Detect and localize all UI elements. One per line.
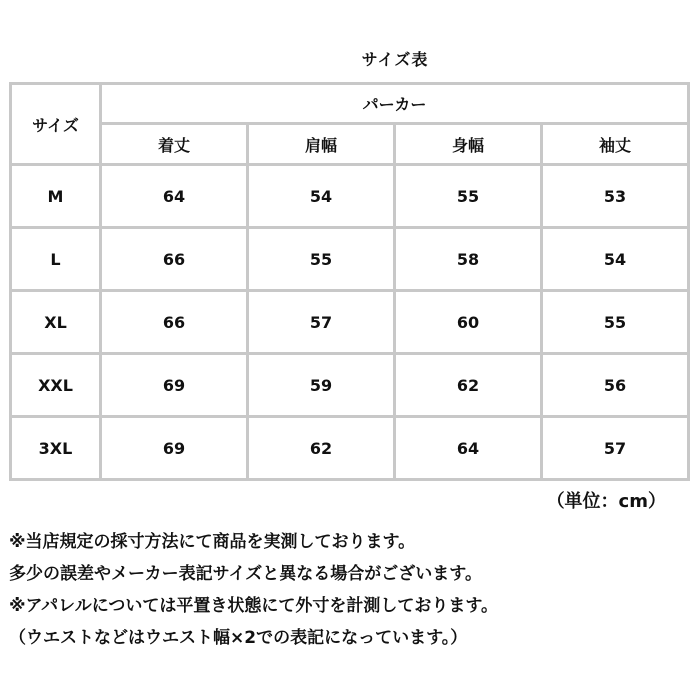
table-cell: 55	[543, 292, 690, 355]
product-group-header: パーカー	[102, 85, 690, 125]
size-corner-header: サイズ	[12, 85, 102, 166]
size-label: L	[12, 229, 102, 292]
size-label: XL	[12, 292, 102, 355]
table-cell: 58	[396, 229, 543, 292]
table-row	[12, 292, 690, 355]
size-label: 3XL	[12, 418, 102, 481]
size-label: XXL	[12, 355, 102, 418]
table-cell: 59	[249, 355, 396, 418]
table-cell: 64	[102, 166, 249, 229]
table-row	[12, 229, 690, 292]
table-cell: 64	[396, 418, 543, 481]
table-cell: 55	[396, 166, 543, 229]
column-header: 肩幅	[249, 125, 396, 166]
table-cell: 62	[249, 418, 396, 481]
page-title: サイズ表	[361, 50, 429, 69]
table-row	[12, 166, 690, 229]
table-cell: 57	[543, 418, 690, 481]
notes	[9, 526, 699, 654]
table-cell: 60	[396, 292, 543, 355]
size-table	[9, 82, 690, 481]
table-cell: 54	[249, 166, 396, 229]
column-header: 着丈	[102, 125, 249, 166]
table-cell: 69	[102, 355, 249, 418]
table-cell: 57	[249, 292, 396, 355]
table-cell: 55	[249, 229, 396, 292]
note-line: （ウエストなどはウエスト幅×2での表記になっています。）	[9, 628, 468, 648]
size-label: M	[12, 166, 102, 229]
table-header-row	[12, 85, 690, 125]
column-header: 袖丈	[543, 125, 690, 166]
note-line: ※当店規定の採寸方法にて商品を実測しております。	[9, 532, 416, 552]
unit-label: （単位：cm）	[546, 491, 666, 512]
table-cell: 66	[102, 229, 249, 292]
note-line: 多少の誤差やメーカー表記サイズと異なる場合がございます。	[9, 564, 482, 584]
table-cell: 56	[543, 355, 690, 418]
table-cell: 69	[102, 418, 249, 481]
table-cell: 54	[543, 229, 690, 292]
column-header: 身幅	[396, 125, 543, 166]
table-row	[12, 355, 690, 418]
table-row	[12, 418, 690, 481]
note-line: ※アパレルについては平置き状態にて外寸を計測しております。	[9, 596, 499, 616]
table-header-row	[12, 125, 690, 166]
table-cell: 62	[396, 355, 543, 418]
table-cell: 53	[543, 166, 690, 229]
table-cell: 66	[102, 292, 249, 355]
